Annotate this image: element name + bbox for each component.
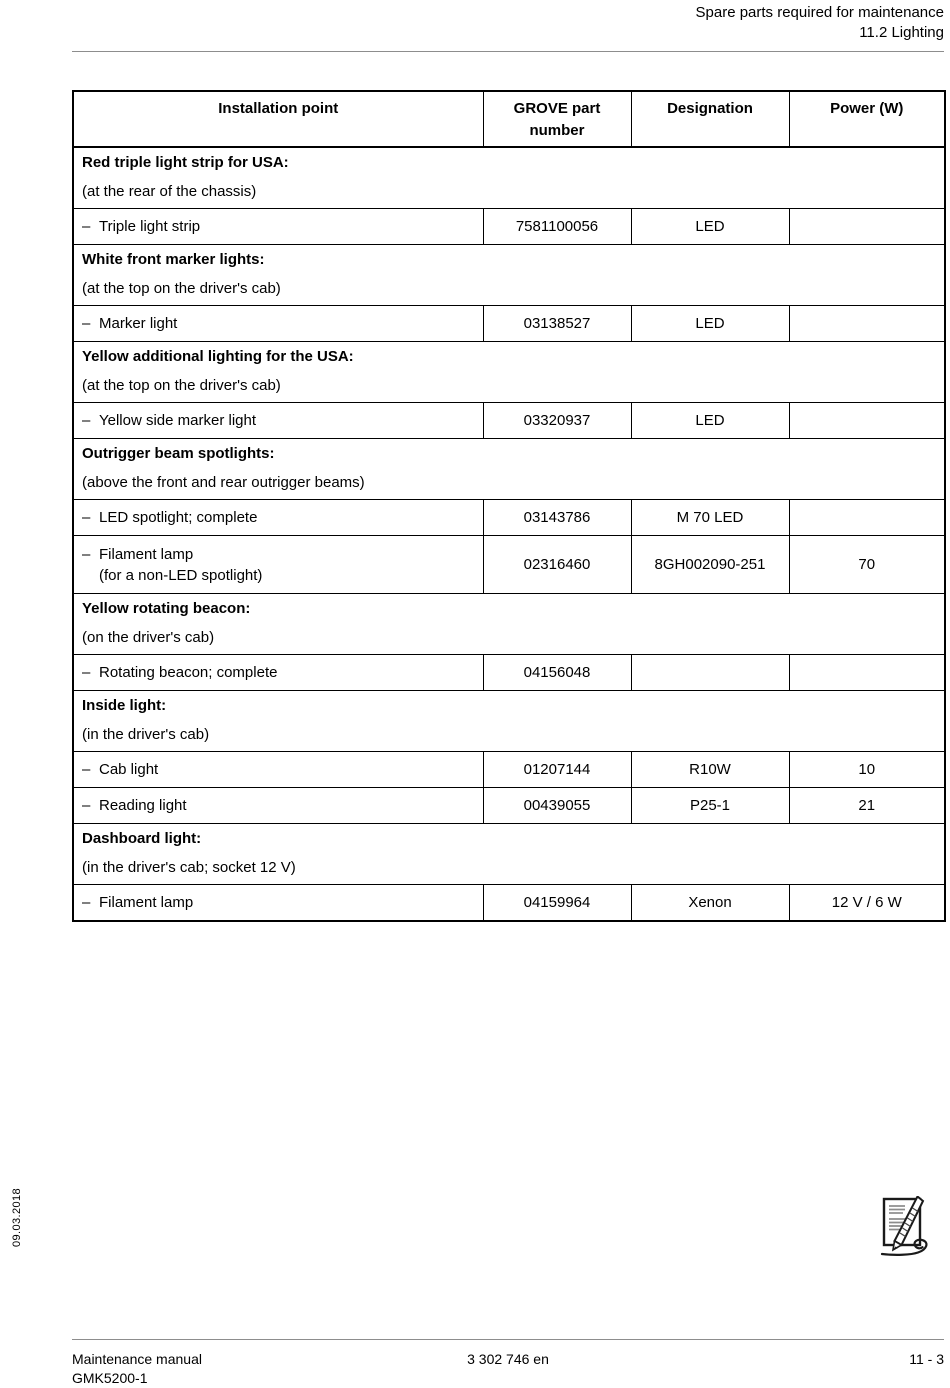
item-dash: – <box>82 761 91 778</box>
item-label: Marker light <box>99 315 178 332</box>
cell-part-number: 02316460 <box>483 536 631 594</box>
section-row <box>73 245 945 306</box>
table-row <box>73 403 945 439</box>
item-label: Triple light strip <box>99 218 201 235</box>
section-row <box>73 439 945 500</box>
cell-designation: M 70 LED <box>631 500 789 536</box>
item-label: Filament lamp <box>99 894 194 911</box>
section-title: Dashboard light: <box>82 830 202 847</box>
item-dash: – <box>82 315 91 332</box>
section-title: Inside light: <box>82 697 167 714</box>
section-subtitle: (at the top on the driver's cab) <box>82 280 281 297</box>
cell-designation: LED <box>631 403 789 439</box>
item-dash: – <box>82 797 91 814</box>
cell-power <box>789 209 945 245</box>
footer-manual-title: Maintenance manual <box>72 1351 202 1367</box>
cell-designation: R10W <box>631 752 789 788</box>
table-row <box>73 536 945 594</box>
table-row <box>73 885 945 922</box>
section-title: Red triple light strip for USA: <box>82 154 289 171</box>
item-dash: – <box>82 664 91 681</box>
column-header-part-number: GROVE part number <box>483 91 631 147</box>
header-rule <box>72 51 944 52</box>
column-header-power: Power (W) <box>789 91 945 147</box>
item-label: Cab light <box>99 761 159 778</box>
cell-power <box>789 500 945 536</box>
section-subtitle: (in the driver's cab) <box>82 726 210 743</box>
footer-model: GMK5200-1 <box>72 1370 148 1386</box>
page-header-line2: 11.2 Lighting <box>859 24 944 41</box>
footer-rule <box>72 1339 944 1340</box>
section-title: White front marker lights: <box>82 251 265 268</box>
cell-designation: Xenon <box>631 885 789 922</box>
table-row <box>73 655 945 691</box>
item-label: Reading light <box>99 797 187 814</box>
section-title: Yellow additional lighting for the USA: <box>82 348 354 365</box>
cell-power <box>789 403 945 439</box>
cell-designation: LED <box>631 209 789 245</box>
table-header-row <box>73 91 945 147</box>
cell-part-number: 03320937 <box>483 403 631 439</box>
item-label: Yellow side marker light <box>99 412 257 429</box>
item-label: LED spotlight; complete <box>99 509 258 526</box>
section-subtitle: (on the driver's cab) <box>82 629 215 646</box>
cell-power <box>789 306 945 342</box>
notes-icon <box>877 1196 937 1260</box>
item-label: Rotating beacon; complete <box>99 664 278 681</box>
cell-designation: 8GH002090-251 <box>631 536 789 594</box>
cell-designation <box>631 655 789 691</box>
section-subtitle: (at the top on the driver's cab) <box>82 377 281 394</box>
page-header <box>72 3 944 43</box>
column-header-designation: Designation <box>631 91 789 147</box>
table-row <box>73 209 945 245</box>
spare-parts-table <box>72 90 946 922</box>
cell-designation: LED <box>631 306 789 342</box>
section-title: Outrigger beam spotlights: <box>82 445 275 462</box>
item-dash: – <box>82 218 91 235</box>
cell-power <box>789 655 945 691</box>
section-row <box>73 691 945 752</box>
table-row <box>73 500 945 536</box>
cell-power: 10 <box>789 752 945 788</box>
section-subtitle: (above the front and rear outrigger beams) <box>82 474 365 491</box>
section-row <box>73 342 945 403</box>
table-row <box>73 306 945 342</box>
section-subtitle: (at the rear of the chassis) <box>82 183 257 200</box>
cell-designation: P25-1 <box>631 788 789 824</box>
page-header-line1: Spare parts required for maintenance <box>695 4 944 21</box>
column-header-installation-point: Installation point <box>73 91 483 147</box>
cell-part-number: 04156048 <box>483 655 631 691</box>
item-dash: – <box>82 545 91 563</box>
item-dash: – <box>82 412 91 429</box>
cell-part-number: 03138527 <box>483 306 631 342</box>
item-dash: – <box>82 509 91 526</box>
item-label: Filament lamp <box>99 545 194 563</box>
section-title: Yellow rotating beacon: <box>82 600 251 617</box>
item-label-line2: (for a non-LED spotlight) <box>99 566 263 584</box>
cell-part-number: 01207144 <box>483 752 631 788</box>
cell-part-number: 00439055 <box>483 788 631 824</box>
cell-power: 21 <box>789 788 945 824</box>
section-row <box>73 594 945 655</box>
table-row <box>73 788 945 824</box>
cell-power: 70 <box>789 536 945 594</box>
print-date: 09.03.2018 <box>11 1187 23 1247</box>
footer-doc-number: 3 302 746 en <box>467 1351 549 1367</box>
footer-page-number: 11 - 3 <box>909 1351 944 1367</box>
cell-part-number: 7581100056 <box>483 209 631 245</box>
section-subtitle: (in the driver's cab; socket 12 V) <box>82 859 296 876</box>
item-dash: – <box>82 894 91 911</box>
section-row <box>73 824 945 885</box>
cell-part-number: 04159964 <box>483 885 631 922</box>
section-row <box>73 147 945 209</box>
cell-power: 12 V / 6 W <box>789 885 945 922</box>
page-footer <box>72 1350 944 1386</box>
cell-part-number: 03143786 <box>483 500 631 536</box>
table-row <box>73 752 945 788</box>
notepad-pencil-icon <box>877 1196 937 1260</box>
